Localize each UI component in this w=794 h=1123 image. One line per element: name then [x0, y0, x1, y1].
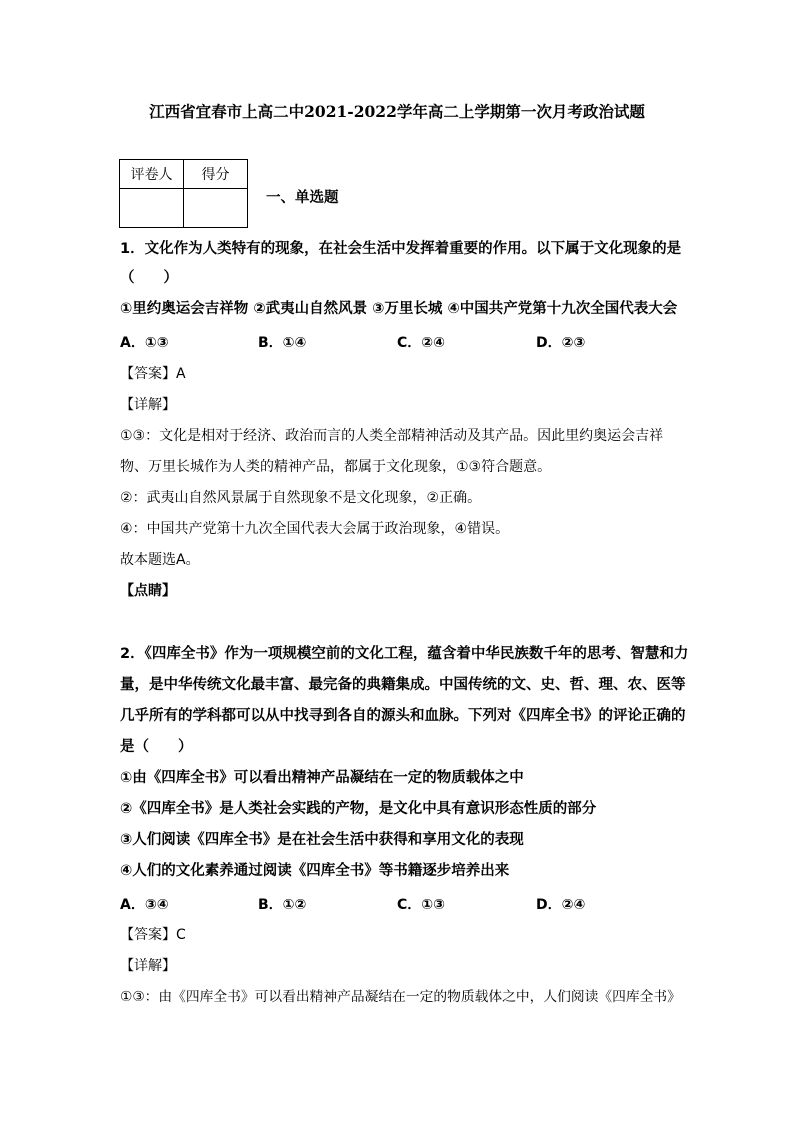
q1-option-b: B．①④ — [258, 335, 307, 351]
q2-detail-label: 【详解】 — [120, 958, 176, 974]
grader-header: 评卷人 — [120, 160, 184, 189]
q2-stem-line: 量，是中华传统文化最丰富、最完备的典籍集成。中国传统的文、史、哲、理、农、医等 — [120, 677, 686, 693]
q2-option-b: B．①② — [258, 897, 307, 913]
q2-stem-line: 几乎所有的学科都可以从中找寻到各自的源头和血脉。下列对《四库全书》的评论正确的 — [120, 708, 686, 724]
q2-option-d: D．②④ — [536, 897, 586, 913]
q1-answer: 【答案】A — [120, 366, 186, 382]
q1-stem-line2: （ ） — [120, 270, 178, 286]
q1-stem-line1: 1．文化作为人类特有的现象，在社会生活中发挥着重要的作用。以下属于文化现象的是 — [120, 241, 682, 257]
q2-option-c: C．①③ — [397, 897, 445, 913]
grader-cell — [120, 189, 184, 228]
q1-comment-label: 【点睛】 — [120, 583, 176, 599]
q2-stem-line: 是（ ） — [120, 739, 193, 755]
q1-detail-label: 【详解】 — [120, 397, 176, 413]
q2-item: ①由《四库全书》可以看出精神产品凝结在一定的物质载体之中 — [120, 770, 524, 786]
score-cell — [184, 189, 248, 228]
q1-explain-line: ④：中国共产党第十九次全国代表大会属于政治现象，④错误。 — [120, 521, 510, 537]
q1-option-c: C．②④ — [397, 335, 445, 351]
q2-item: ④人们的文化素养通过阅读《四库全书》等书籍逐步培养出来 — [120, 863, 510, 879]
q1-option-d: D．②③ — [536, 335, 586, 351]
document-title: 江西省宜春市上高二中2021-2022学年高二上学期第一次月考政治试题 — [149, 102, 645, 121]
score-table — [119, 159, 248, 228]
q2-stem-line: 2．《四库全书》作为一项规模空前的文化工程，蕴含着中华民族数千年的思考、智慧和力 — [120, 646, 689, 662]
score-header: 得分 — [184, 160, 248, 189]
q1-explain-line: 物、万里长城作为人类的精神产品，都属于文化现象，①③符合题意。 — [120, 459, 552, 475]
section-title: 一、单选题 — [266, 190, 339, 206]
q1-explain-line: ②：武夷山自然风景属于自然现象不是文化现象，②正确。 — [120, 490, 482, 506]
q1-explain-line: ①③：文化是相对于经济、政治而言的人类全部精神活动及其产品。因此里约奥运会吉祥 — [120, 428, 664, 444]
q2-item: ②《四库全书》是人类社会实践的产物，是文化中具有意识形态性质的部分 — [120, 801, 597, 817]
q1-explain-line: 故本题选A。 — [120, 552, 200, 568]
q2-item: ③人们阅读《四库全书》是在社会生活中获得和享用文化的表现 — [120, 832, 524, 848]
q2-option-a: A．③④ — [120, 897, 169, 913]
q2-explain-line: ①③：由《四库全书》可以看出精神产品凝结在一定的物质载体之中，人们阅读《四库全书》 — [120, 989, 681, 1005]
q1-items: ①里约奥运会吉祥物 ②武夷山自然风景 ③万里长城 ④中国共产党第十九次全国代表大会 — [120, 301, 678, 317]
q2-answer: 【答案】C — [120, 927, 186, 943]
q1-option-a: A．①③ — [120, 335, 169, 351]
